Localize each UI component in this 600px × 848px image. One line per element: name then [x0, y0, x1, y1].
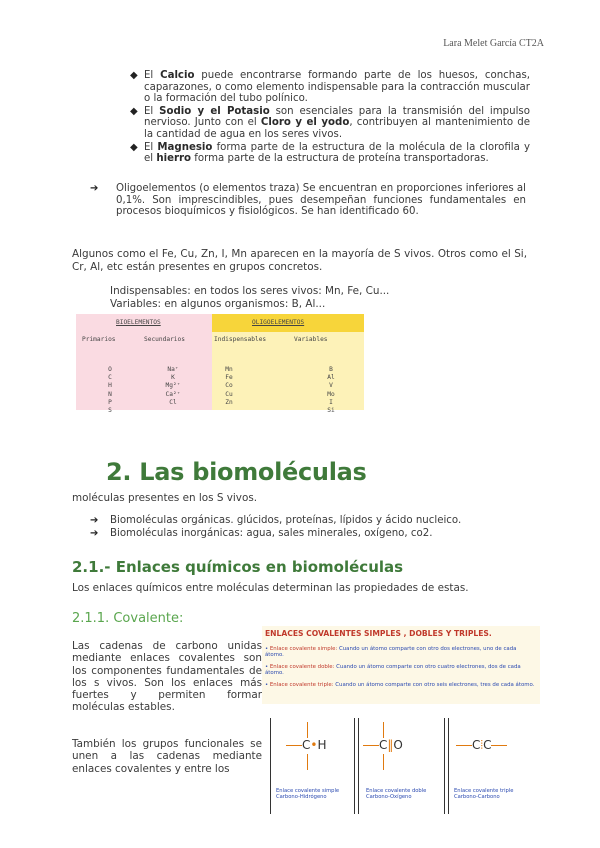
biomoleculas-item: ➔ Biomoléculas orgánicas. glúcidos, proteínas, lípidos y ácido nucleico. [90, 515, 462, 526]
table-cell: Zn [225, 398, 233, 406]
page-header-author: Lara Melet García CT2A [443, 38, 544, 49]
table-cell: C [108, 374, 112, 382]
variables-column [320, 366, 342, 415]
covalente-paragraph-1: Las cadenas de carbono unidas mediante enlaces covalentes son los componentes fundamentales de los s vivos. Son los enlaces más fuertes y permiten formar moléculas estables. [72, 640, 262, 714]
minerals-bullet-item: ◆ El Calcio puede encontrarse formando parte de los huesos, conchas, caparazones, o como elemento indispensable para la contracción muscular o la formación del tubo polínico. [130, 70, 530, 105]
arrow-bullet-icon: ➔ [90, 515, 99, 526]
primarios-column [104, 366, 116, 415]
figure-line-simple: • Enlace covalente simple: Cuando un átomo comparte con otro dos electrones, uno de cada átomo. [265, 646, 517, 659]
table-col-primarios: Primarios [82, 336, 116, 343]
section-2-intro: moléculas presentes en los S vivos. [72, 492, 258, 504]
indispensables-column [218, 366, 240, 407]
table-cell: O [108, 366, 112, 373]
table-cell: Ca²⁺ [165, 390, 181, 398]
table-cell: N [108, 390, 112, 398]
section-2-heading: 2. Las biomoléculas [106, 458, 367, 486]
table-cell: Cu [225, 390, 233, 398]
covalente-paragraph-2: También los grupos funcionales se unen a las cadenas mediante enlaces covalentes y entre los [72, 738, 262, 775]
table-cell: Mo [327, 390, 335, 398]
indispensables-line: Indispensables: en todos los seres vivos: Mn, Fe, Cu... [110, 285, 390, 297]
arrow-bullet-icon: ➔ [90, 527, 99, 539]
table-cell: K [171, 374, 175, 382]
minerals-bullet-item: ◆ El Magnesio forma parte de la estructura de la molécula de la clorofila y el hierro forma parte de la estructura de proteína transportadoras. [130, 141, 530, 165]
molecule-c-h: C•H [286, 738, 327, 752]
diamond-bullet-icon: ◆ [130, 70, 138, 81]
table-cell: Cl [169, 398, 177, 406]
oligoelementos-item [90, 183, 526, 218]
table-cell: Fe [225, 374, 233, 382]
table-cell: I [329, 398, 333, 406]
bioelementos-table [76, 314, 364, 415]
indispensables-block [110, 285, 389, 310]
table-header-bioelementos: BIOELEMENTOS [116, 319, 161, 326]
table-cell: P [108, 398, 112, 406]
caption-simple: Enlace covalente simple Carbono-Hidrógeno [276, 788, 340, 800]
minerals-bullet-item: ◆ El Sodio y el Potasio son esenciales para la transmisión del impulso nervioso. Junto con el Cloro y el yodo, contribuyen al mantenimiento de la cantidad de agua en los seres vivos. [130, 105, 530, 140]
table-col-variables: Variables [294, 336, 328, 343]
table-cell: Al [327, 374, 335, 382]
table-cell: Mg²⁺ [165, 382, 181, 390]
figure-line-triple: • Enlace covalente triple: Cuando un átomo comparte con otro seis electrones, tres de cada átomo. [265, 682, 535, 688]
figure-title: ENLACES COVALENTES SIMPLES , DOBLES Y TRIPLES. [265, 629, 492, 638]
algunos-paragraph: Algunos como el Fe, Cu, Zn, I, Mn aparecen en la mayoría de S vivos. Otros como el Si, Cr, Al, etc están presentes en grupos concretos. [72, 248, 527, 273]
biomoleculas-item: ➔ Biomoléculas inorgánicas: agua, sales minerales, oxígeno, co2. [90, 527, 433, 539]
caption-triple: Enlace covalente triple Carbono-Carbono [454, 788, 514, 800]
table-cell: Si [327, 407, 335, 415]
figure-line-doble: • Enlace covalente doble: Cuando un átomo comparte con otro cuatro electrones, dos de cada átomo. [265, 664, 521, 677]
section-2-1-text: Los enlaces químicos entre moléculas determinan las propiedades de estas. [72, 582, 469, 594]
diamond-bullet-icon: ◆ [130, 105, 138, 117]
table-cell: V [329, 382, 333, 390]
diamond-bullet-icon: ◆ [130, 141, 138, 153]
table-col-secundarios: Secundarios [144, 336, 185, 343]
molecule-c-o: C‖O [363, 738, 403, 752]
table-cell: H [108, 382, 112, 390]
section-2-1-heading: 2.1.- Enlaces químicos en biomoléculas [72, 558, 404, 576]
caption-doble: Enlace covalente doble Carbono-Oxígeno [366, 788, 427, 800]
section-2-1-1-heading: 2.1.1. Covalente: [72, 611, 184, 626]
covalent-bonds-figure [262, 626, 540, 816]
table-cell: Mn [225, 366, 233, 373]
table-col-indispensables: Indispensables [214, 336, 267, 343]
table-cell: Na⁺ [167, 366, 179, 373]
variables-line: Variables: en algunos organismos: B, Al... [110, 297, 326, 310]
minerals-bullet-list [130, 70, 530, 166]
molecule-c-c: C⦙C [456, 738, 507, 753]
table-header-oligoelementos: OLIGOELEMENTOS [252, 319, 305, 326]
arrow-bullet-icon: ➔ [90, 183, 99, 194]
table-cell: S [108, 407, 112, 415]
table-cell: B [329, 366, 333, 373]
biomoleculas-list [90, 515, 530, 540]
table-cell: Co [225, 382, 233, 390]
secundarios-column [162, 366, 184, 407]
oligoelementos-text: Oligoelementos (o elementos traza) Se encuentran en proporciones inferiores al 0,1%. Son imprescindibles, pues desempeñan funciones fundamentales en procesos bioquímicos y fisiológicos. Se han identificado 60. [116, 183, 526, 218]
